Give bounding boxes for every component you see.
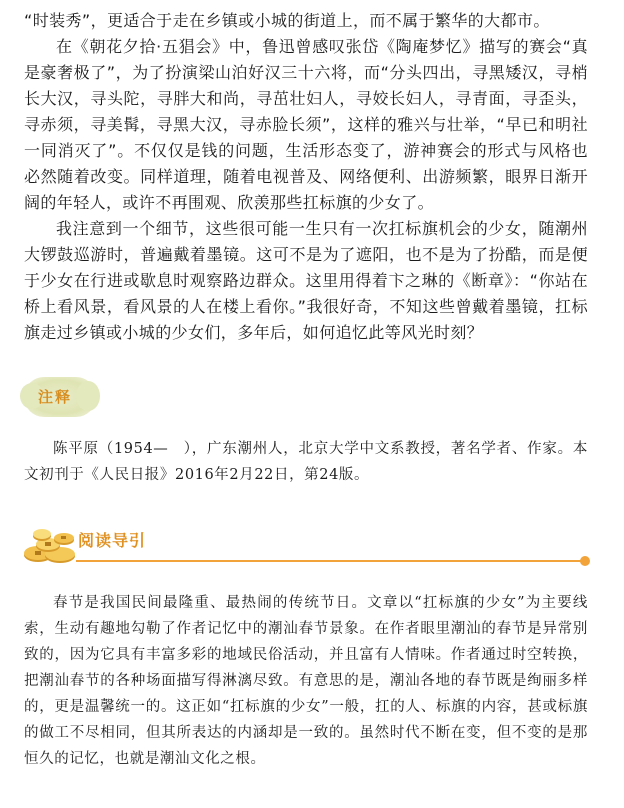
reading-guide-text: 春节是我国民间最隆重、最热闹的传统节日。文章以“扛标旗的少女”为主要线索，生动有趣地勾勒了作者记忆中的潮汕春节景象。在作者眼里潮汕的春节是异常别致的，因为它具有丰富多彩的地域民俗活动，并且富有人情味。作者通过时空转换，把潮汕春节的各种场面描写得淋漓尽致。有意思的是，潮汕各地的春节既是绚丽多样的，更是温馨统一的。这正如“扛标旗的少女”一般，扛的人、标旗的内容，甚或标旗的做工不尽相同，但其所表达的内涵却是一致的。虽然时代不断在变，但不变的是那恒久的记忆，也就是潮汕文化之根。 (24, 595, 588, 767)
paragraph-1: “时装秀”，更适合于走在乡镇或小城的街道上，而不属于繁华的大都市。 (24, 11, 550, 30)
note-section (24, 436, 588, 488)
gold-coins-icon (20, 522, 84, 566)
paragraph-3: 我注意到一个细节，这些很可能一生只有一次扛标旗机会的少女，随潮州大锣鼓巡游时，普遍戴着墨镜。这可不是为了遮阳，也不是为了扮酷，而是便于少女在行进或歇息时观察路边群众。这里用得着卞之琳的《断章》：“你站在桥上看风景，看风景的人在楼上看你。”我很好奇，不知这些曾戴着墨镜，扛标旗走过乡镇或小城的少女们，多年后，如何追忆此等风光时刻？ (24, 219, 588, 342)
divider-line (76, 560, 584, 562)
badge-blob (76, 381, 100, 411)
note-heading: 注释 (38, 388, 73, 406)
reading-guide-section (24, 590, 588, 772)
reading-guide-header (20, 522, 596, 566)
divider-dot (580, 556, 590, 566)
paragraph-2: 在《朝花夕拾·五猖会》中，鲁迅曾感叹张岱《陶庵梦忆》描写的赛会“真是豪奢极了”，为了扮演梁山泊好汉三十六将，而“分头四出，寻黑矮汉，寻梢长大汉，寻头陀，寻胖大和尚，寻茁壮妇人，寻姣长妇人，寻青面，寻歪头，寻赤须，寻美髯，寻黑大汉，寻赤脸长须”，这样的雅兴与壮举，“早已和明社一同消灭了”。不仅仅是钱的问题，生活形态变了，游神赛会的形式与风格也必然随着改变。同样道理，随着电视普及、网络便利、出游频繁，眼界日渐开阔的年轻人，或许不再围观、欣羡那些扛标旗的少女了。 (24, 37, 588, 212)
main-text (24, 8, 588, 346)
reading-guide-title: 阅读导引 (78, 531, 147, 550)
note-badge (24, 377, 96, 417)
note-text: 陈平原（1954— ），广东潮州人，北京大学中文系教授，著名学者、作家。本文初刊于《人民日报》2016年2月22日，第24版。 (24, 441, 588, 483)
